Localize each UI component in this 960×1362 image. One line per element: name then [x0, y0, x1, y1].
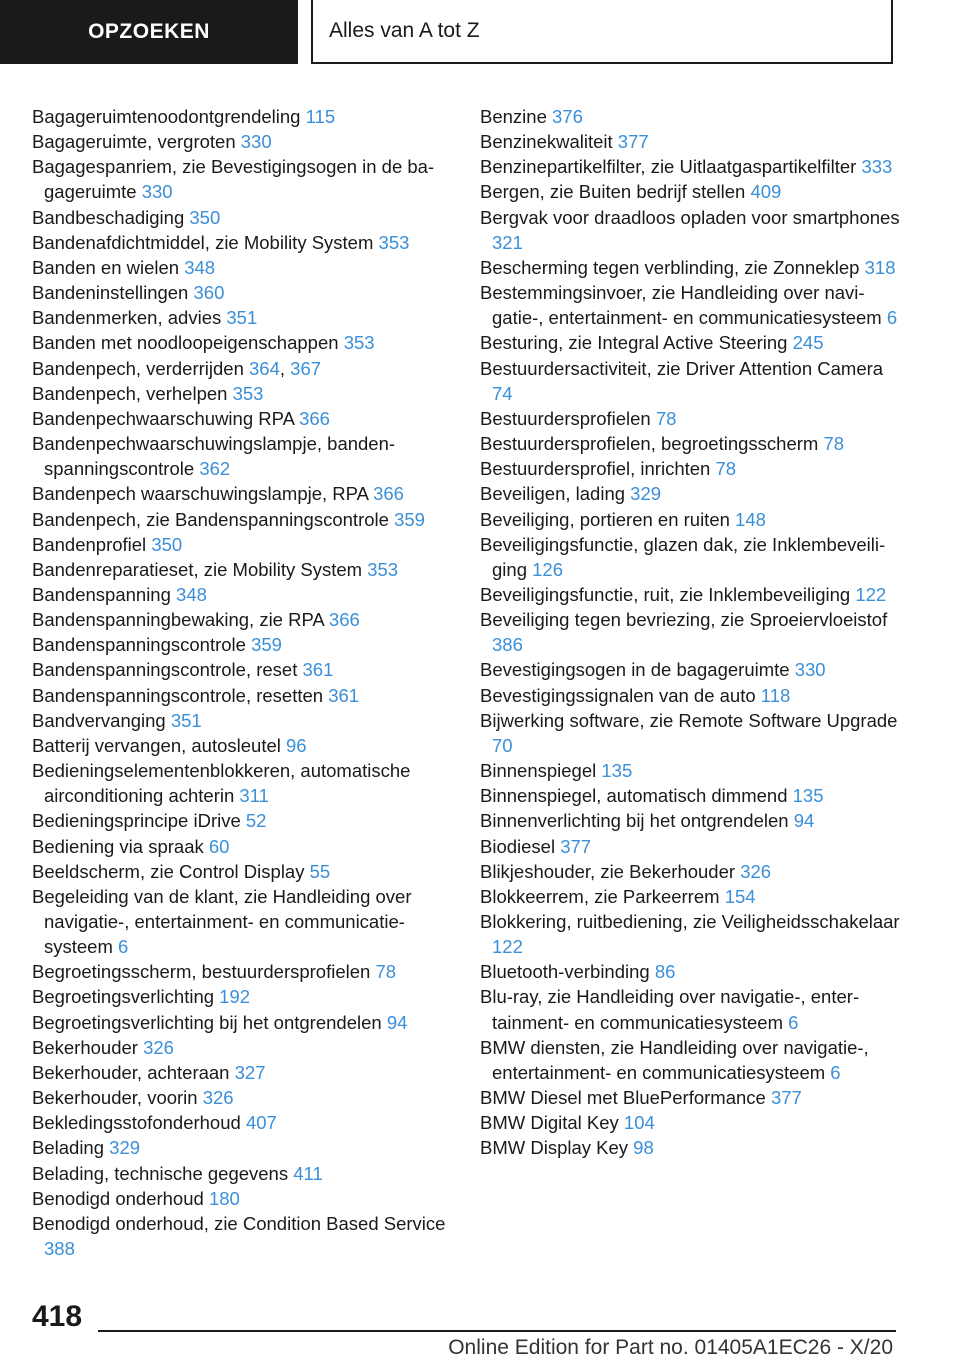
page-reference-link[interactable]: 366 — [328, 609, 360, 631]
index-term: Benodigd onderhoud, zie Condition Based Service — [32, 1212, 446, 1234]
index-entry — [32, 280, 452, 305]
page-reference-link[interactable]: 351 — [170, 709, 202, 731]
index-entry — [32, 607, 452, 632]
index-term: Beveiliging, portieren en ruiten — [480, 508, 730, 530]
index-term: Bergvak voor draadloos opladen voor smartphones — [480, 206, 900, 228]
page-reference-link[interactable]: 377 — [770, 1087, 802, 1109]
page-reference-link[interactable]: 327 — [234, 1061, 266, 1083]
index-entry — [480, 532, 900, 582]
index-entry — [480, 808, 900, 833]
index-entry — [480, 1110, 900, 1135]
index-term: Bekerhouder, achteraan — [32, 1061, 230, 1083]
index-term: Binnenspiegel, automatisch dimmend — [480, 785, 788, 807]
index-entry — [32, 305, 452, 330]
index-entry — [32, 984, 452, 1009]
index-term: Blokkeerrem, zie Parkeerrem — [480, 885, 720, 907]
index-term: Benodigd onderhoud — [32, 1187, 204, 1209]
index-term: Bandenspanningscontrole, reset — [32, 659, 298, 681]
page-reference-link[interactable]: 135 — [601, 760, 633, 782]
index-term: Benzinekwaliteit — [480, 131, 613, 153]
index-entry — [480, 356, 900, 406]
page-reference-link[interactable]: 86 — [654, 961, 676, 983]
index-entry — [32, 1135, 452, 1160]
index-entry — [32, 834, 452, 859]
index-term: Begroetingsverlichting — [32, 986, 215, 1008]
index-entry — [32, 1085, 452, 1110]
page-reference-link[interactable]: 245 — [792, 332, 824, 354]
page-reference-link[interactable]: 78 — [823, 433, 845, 455]
index-entry — [480, 859, 900, 884]
index-term: Banden met noodloopeigenschappen — [32, 332, 339, 354]
page-reference-link[interactable]: 98 — [633, 1137, 654, 1159]
page-reference-link[interactable]: 326 — [202, 1087, 234, 1109]
index-term: Bandenprofiel — [32, 533, 147, 555]
page-reference-link[interactable]: 361 — [302, 659, 334, 681]
index-term: Bandenpech waarschuwingslampje, RPA — [32, 483, 368, 505]
index-entry — [480, 406, 900, 431]
page-reference-link[interactable]: 126 — [532, 558, 563, 580]
index-term: Bestemmingsinvoer, zie Handleiding over navigatie-, entertainment- en communicatiesysteem — [480, 282, 882, 329]
chapter-header — [311, 0, 893, 64]
index-term: Blu-ray, zie Handleiding over navigatie-, entertainment- en communicatiesysteem — [480, 986, 860, 1033]
page-reference-link[interactable]: 326 — [143, 1036, 174, 1058]
index-entry — [32, 381, 452, 406]
index-term: Beveiligingsfunctie, glazen dak, zie Inklembeveiliging — [480, 533, 886, 580]
page-reference-link[interactable]: 359 — [251, 634, 282, 656]
index-column-left — [32, 104, 452, 1261]
index-entry — [32, 104, 452, 129]
page-reference-link[interactable]: 60 — [208, 835, 230, 857]
index-term: Bevestigingsogen in de bagageruimte — [480, 659, 790, 681]
index-entry — [32, 255, 452, 280]
index-entry — [480, 431, 900, 456]
page-reference-link[interactable]: 351 — [226, 307, 258, 329]
index-entry — [480, 758, 900, 783]
page-reference-link[interactable]: 311 — [239, 785, 269, 807]
index-entry — [32, 532, 452, 557]
index-term: Bedieningsprincipe iDrive — [32, 810, 241, 832]
page-reference-link[interactable]: 329 — [109, 1137, 141, 1159]
page-reference-link[interactable]: 6 — [118, 936, 129, 958]
index-term: Bandeninstellingen — [32, 282, 189, 304]
index-term: Blikjeshouder, zie Bekerhouder — [480, 860, 736, 882]
index-entry — [32, 1010, 452, 1035]
index-entry — [32, 557, 452, 582]
index-term: Bestuurdersprofiel, inrichten — [480, 458, 711, 480]
index-entry — [32, 683, 452, 708]
index-entry — [480, 708, 900, 758]
index-term: Begeleiding van de klant, zie Handleiding over navigatie-, entertainment- en communicatiesysteem — [32, 885, 412, 958]
page-reference-link[interactable]: 333 — [861, 156, 893, 178]
index-term: Benzine — [480, 106, 547, 127]
page-reference-link[interactable]: 6 — [830, 1061, 841, 1083]
index-term: Belading, technische gegevens — [32, 1162, 289, 1184]
index-entry — [480, 280, 900, 330]
page-number: 418 — [32, 1300, 83, 1333]
index-term: Beveiligen, lading — [480, 483, 626, 505]
index-term: Bestuurdersactiviteit, zie Driver Attention Camera — [480, 357, 884, 379]
page-reference-link[interactable]: 329 — [630, 483, 662, 505]
index-term: Bagagespanriem, zie Bevestigingsogen in de bagageruimte — [32, 156, 435, 203]
index-term: BMW Digital Key — [480, 1112, 619, 1134]
index-entry — [32, 129, 452, 154]
index-term: Bedieningselementenblokkeren, automatische airconditioning achterin — [32, 760, 411, 807]
index-term: Bandbeschadiging — [32, 206, 185, 228]
index-entry — [480, 909, 900, 959]
page-reference-link[interactable]: 353 — [343, 332, 375, 354]
section-label: OPZOEKEN — [88, 20, 210, 43]
page-reference-link[interactable]: 350 — [151, 533, 183, 555]
page-reference-link[interactable]: 350 — [189, 206, 221, 228]
index-entry — [32, 1060, 452, 1085]
index-term: Bijwerking software, zie Remote Software Upgrade — [480, 709, 898, 731]
page-reference-link[interactable]: 78 — [715, 458, 737, 480]
index-entry — [480, 507, 900, 532]
index-term: Bandenpech, zie Bandenspanningscontrole — [32, 508, 389, 530]
index-entry — [480, 657, 900, 682]
chapter-title: Alles van A tot Z — [329, 19, 480, 42]
page-reference-link[interactable]: 366 — [299, 407, 330, 429]
index-entry — [32, 959, 452, 984]
index-term: Batterij vervangen, autosleutel — [32, 734, 281, 756]
index-entry — [480, 456, 900, 481]
page-reference-link[interactable]: 353 — [378, 231, 410, 253]
index-term: Bandenspanningbewaking, zie RPA — [32, 609, 324, 631]
index-entry — [480, 884, 900, 909]
index-term: Bandvervanging — [32, 709, 166, 731]
index-term: Banden en wielen — [32, 256, 180, 278]
page-reference-link[interactable]: 348 — [184, 256, 216, 278]
index-term: Bandenspanningscontrole — [32, 634, 246, 656]
index-entry — [480, 783, 900, 808]
index-term: Bekledingsstofonderhoud — [32, 1112, 241, 1134]
page-reference-link[interactable]: 360 — [193, 282, 225, 304]
index-entry — [480, 984, 900, 1034]
index-term: Benzinepartikelfilter, zie Uitlaatgaspartikelfilter — [480, 156, 857, 178]
index-entry — [32, 1110, 452, 1135]
page-reference-link[interactable]: 135 — [792, 785, 824, 807]
page-reference-link[interactable]: 376 — [552, 106, 583, 127]
index-term: Bagageruimte, vergroten — [32, 131, 236, 153]
index-entry — [480, 104, 900, 129]
index-term: Bekerhouder — [32, 1036, 138, 1058]
page-reference-link[interactable]: 192 — [219, 986, 251, 1008]
index-term: Bandenspanning — [32, 583, 171, 605]
page-reference-link[interactable]: 321 — [492, 231, 523, 253]
index-column-right — [480, 104, 900, 1161]
index-term: Biodiesel — [480, 835, 556, 857]
index-term: Beeldscherm, zie Control Display — [32, 860, 305, 882]
index-term: Bediening via spraak — [32, 835, 204, 857]
index-term: Bestuurdersprofielen — [480, 407, 651, 429]
page-reference-link[interactable]: 122 — [855, 583, 887, 605]
index-entry — [32, 708, 452, 733]
index-entry — [32, 859, 452, 884]
index-entry: Bandenpech, verderrijden 364, 367 — [32, 357, 322, 379]
index-term: Begroetingsscherm, bestuurdersprofielen — [32, 961, 371, 983]
index-entry — [32, 1035, 452, 1060]
index-entry — [480, 1135, 900, 1160]
page-reference-link[interactable]: 55 — [309, 860, 331, 882]
index-entry — [32, 431, 452, 481]
index-entry — [480, 205, 900, 255]
index-entry — [480, 959, 900, 984]
page-reference-link[interactable]: 122 — [492, 936, 523, 958]
index-term: Bandenpechwaarschuwing RPA — [32, 407, 294, 429]
page-reference-link[interactable]: 330 — [141, 181, 173, 203]
page-reference-link[interactable]: 330 — [794, 659, 826, 681]
index-term: Bandenpechwaarschuwingslampje, bandenspanningscontrole — [32, 433, 396, 480]
page-reference-link[interactable]: 353 — [367, 558, 399, 580]
index-term: Binnenspiegel — [480, 760, 597, 782]
index-term: Binnenverlichting bij het ontgrendelen — [480, 810, 789, 832]
page-reference-link[interactable]: 407 — [245, 1112, 277, 1134]
index-entry — [480, 129, 900, 154]
page-reference-link[interactable]: 154 — [724, 885, 756, 907]
index-term: Bagageruimtenoodontgrendeling — [32, 106, 301, 127]
page-reference-link[interactable]: 180 — [208, 1187, 240, 1209]
page-reference-link[interactable]: 78 — [655, 407, 677, 429]
page-reference-link[interactable]: 409 — [750, 181, 782, 203]
page-reference-link[interactable]: 6 — [788, 1011, 799, 1033]
page-reference-link[interactable]: 367 — [290, 357, 322, 379]
index-term: BMW Diesel met BluePerformance — [480, 1087, 766, 1109]
index-entry — [480, 607, 900, 657]
index-term: Bandenmerken, advies — [32, 307, 222, 329]
index-term: Bluetooth-verbinding — [480, 961, 650, 983]
page-reference-link[interactable]: 70 — [492, 734, 513, 756]
index-entry — [32, 632, 452, 657]
page-reference-link[interactable]: 6 — [886, 307, 898, 329]
page-reference-link[interactable]: 377 — [560, 835, 592, 857]
index-term: BMW diensten, zie Handleiding over navigatie-, entertainment- en communicatiesysteem — [480, 1036, 869, 1083]
page-reference-link[interactable]: 361 — [328, 684, 360, 706]
page-reference-link[interactable]: 364 — [249, 357, 280, 379]
index-entry — [32, 481, 452, 506]
page-reference-link[interactable]: 148 — [735, 508, 766, 530]
index-entry — [32, 406, 452, 431]
page-reference-link[interactable]: 326 — [740, 860, 772, 882]
page-reference-link[interactable]: 78 — [375, 961, 397, 983]
index-term: Bergen, zie Buiten bedrijf stellen — [480, 181, 746, 203]
index-term: Blokkering, ruitbediening, zie Veiligheidsschakelaar — [480, 911, 900, 932]
index-term: Bekerhouder, voorin — [32, 1087, 198, 1109]
page-reference-link[interactable]: 104 — [623, 1112, 655, 1134]
index-entry — [480, 1085, 900, 1110]
index-entry — [32, 154, 452, 204]
index-term: Besturing, zie Integral Active Steering — [480, 332, 788, 354]
page-reference-link[interactable]: 366 — [373, 483, 404, 505]
index-entry — [480, 481, 900, 506]
footer-edition-text: Online Edition for Part no. 01405A1EC26 - X/20 — [448, 1336, 893, 1359]
index-entry — [32, 330, 452, 355]
index-entry — [480, 683, 900, 708]
page-reference-link[interactable]: 74 — [492, 382, 513, 404]
index-entry — [480, 834, 900, 859]
index-entry — [32, 205, 452, 230]
index-entry — [480, 582, 900, 607]
page-reference-link[interactable]: 94 — [386, 1011, 408, 1033]
index-entry — [32, 1161, 452, 1186]
footer-divider — [98, 1330, 896, 1332]
index-term: Beveiliging tegen bevriezing, zie Sproeiervloeistof — [480, 609, 888, 631]
index-term: Begroetingsverlichting bij het ontgrendelen — [32, 1011, 382, 1033]
page-reference-link[interactable]: 362 — [199, 458, 231, 480]
page-reference-link[interactable]: 96 — [286, 734, 307, 756]
index-term: Bandenpech, verderrijden — [32, 357, 244, 379]
index-term: Bandenspanningscontrole, resetten — [32, 684, 324, 706]
index-entry — [480, 1035, 900, 1085]
index-term: BMW Display Key — [480, 1137, 629, 1159]
section-tab — [0, 0, 298, 64]
index-entry — [32, 1211, 452, 1261]
index-term: Bandenafdichtmiddel, zie Mobility System — [32, 231, 374, 253]
page-reference-link[interactable]: 318 — [864, 256, 896, 278]
index-term: Belading — [32, 1137, 105, 1159]
index-entry — [480, 330, 900, 355]
page-reference-link[interactable]: 388 — [44, 1238, 75, 1260]
page-reference-link[interactable]: 386 — [492, 634, 523, 656]
index-entry — [480, 154, 900, 179]
index-term: Bandenreparatieset, zie Mobility System — [32, 558, 363, 580]
index-entry — [32, 733, 452, 758]
page-reference-link[interactable]: 348 — [176, 583, 207, 605]
page-reference-link[interactable]: 359 — [394, 508, 425, 530]
page-reference-link[interactable]: 353 — [232, 382, 264, 404]
index-entry — [32, 808, 452, 833]
index-term: Bestuurdersprofielen, begroetingsscherm — [480, 433, 819, 455]
index-term: Bandenpech, verhelpen — [32, 382, 228, 404]
index-entry — [32, 507, 452, 532]
index-entry — [32, 1186, 452, 1211]
index-term: Beveiligingsfunctie, ruit, zie Inklembeveiliging — [480, 583, 851, 605]
page-reference-link[interactable]: 377 — [617, 131, 649, 153]
index-entry — [480, 255, 900, 280]
page-reference-link[interactable]: 330 — [240, 131, 272, 153]
page-reference-link[interactable]: 411 — [293, 1162, 323, 1184]
index-entry — [32, 758, 452, 808]
index-entry — [32, 657, 452, 682]
page-reference-link[interactable]: 118 — [760, 684, 791, 706]
index-entry — [32, 884, 452, 959]
index-term: Bescherming tegen verblinding, zie Zonneklep — [480, 256, 860, 278]
index-entry — [32, 582, 452, 607]
page-reference-link[interactable]: 115 — [305, 106, 336, 127]
index-entry — [480, 179, 900, 204]
page-reference-link[interactable]: 94 — [793, 810, 815, 832]
index-entry — [32, 230, 452, 255]
page-reference-link[interactable]: 52 — [245, 810, 267, 832]
index-term: Bevestigingssignalen van de auto — [480, 684, 756, 706]
